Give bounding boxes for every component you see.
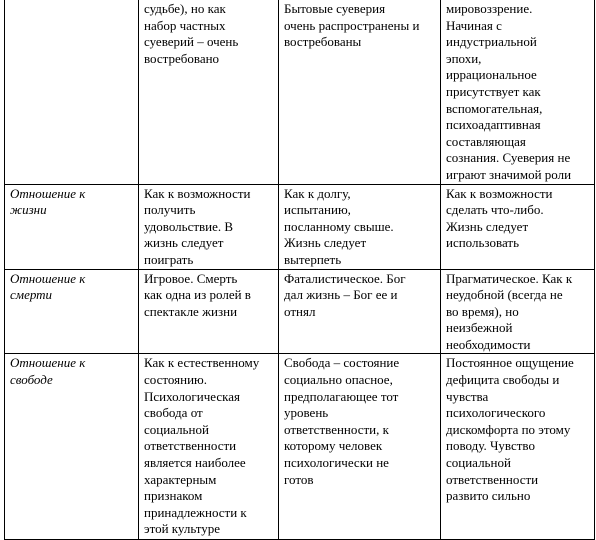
table-cell-col1[interactable]: судьбе), но как набор частных суеверий – очень востребовано: [139, 0, 279, 184]
table-cell-col2[interactable]: Фаталистическое. Бог дал жизнь – Бог ее и отнял: [279, 269, 441, 354]
table-row-freedom: [5, 354, 595, 540]
table-cell-col2[interactable]: Свобода – состояние социально опасное, предполагающее тот уровень ответственности, к которому человек психологически не готов: [279, 354, 441, 540]
table-cell-col1[interactable]: Как к естественному состоянию. Психологическая свобода от социальной ответственности является наиболее характерным признаком принадлежности к этой культуре: [139, 354, 279, 540]
table-cell-col1[interactable]: Игровое. Смерть как одна из ролей в спектакле жизни: [139, 269, 279, 354]
table-cell-col2[interactable]: Как к долгу, испытанию, посланному свыше. Жизнь следует вытерпеть: [279, 184, 441, 269]
cell-text: мировоззрение. Начиная с индустриальной эпохи, иррациональное присутствует как вспомогательная, психоадаптивная составляющая сознания. Суеверия не играют значимой роли: [446, 1, 572, 182]
table-cell-col3[interactable]: Как к возможности сделать что-либо. Жизнь следует использовать: [441, 184, 595, 269]
row-header-cell: [5, 0, 139, 184]
table-cell-col3[interactable]: [441, 0, 595, 184]
table-row-life: [5, 184, 595, 269]
table-row-death: [5, 269, 595, 354]
table-cell-col1[interactable]: Как к возможности получить удовольствие. В жизнь следует поиграть: [139, 184, 279, 269]
row-header-cell: Отношение к жизни: [5, 184, 139, 269]
comparison-table: [4, 0, 595, 540]
table-cell-col3[interactable]: Постоянное ощущение дефицита свободы и чувства психологического дискомфорта по этому поводу. Чувство социальной ответственности развито сильно: [441, 354, 595, 540]
row-header-cell: Отношение к свободе: [5, 354, 139, 540]
document-table-container: [4, 0, 595, 540]
table-row-worldview: [5, 0, 595, 184]
table-cell-col3[interactable]: Прагматическое. Как к неудобной (всегда не во время), но неизбежной необходимости: [441, 269, 595, 354]
row-header-cell: Отношение к смерти: [5, 269, 139, 354]
table-cell-col2[interactable]: Бытовые суеверия очень распространены и востребованы: [279, 0, 441, 184]
